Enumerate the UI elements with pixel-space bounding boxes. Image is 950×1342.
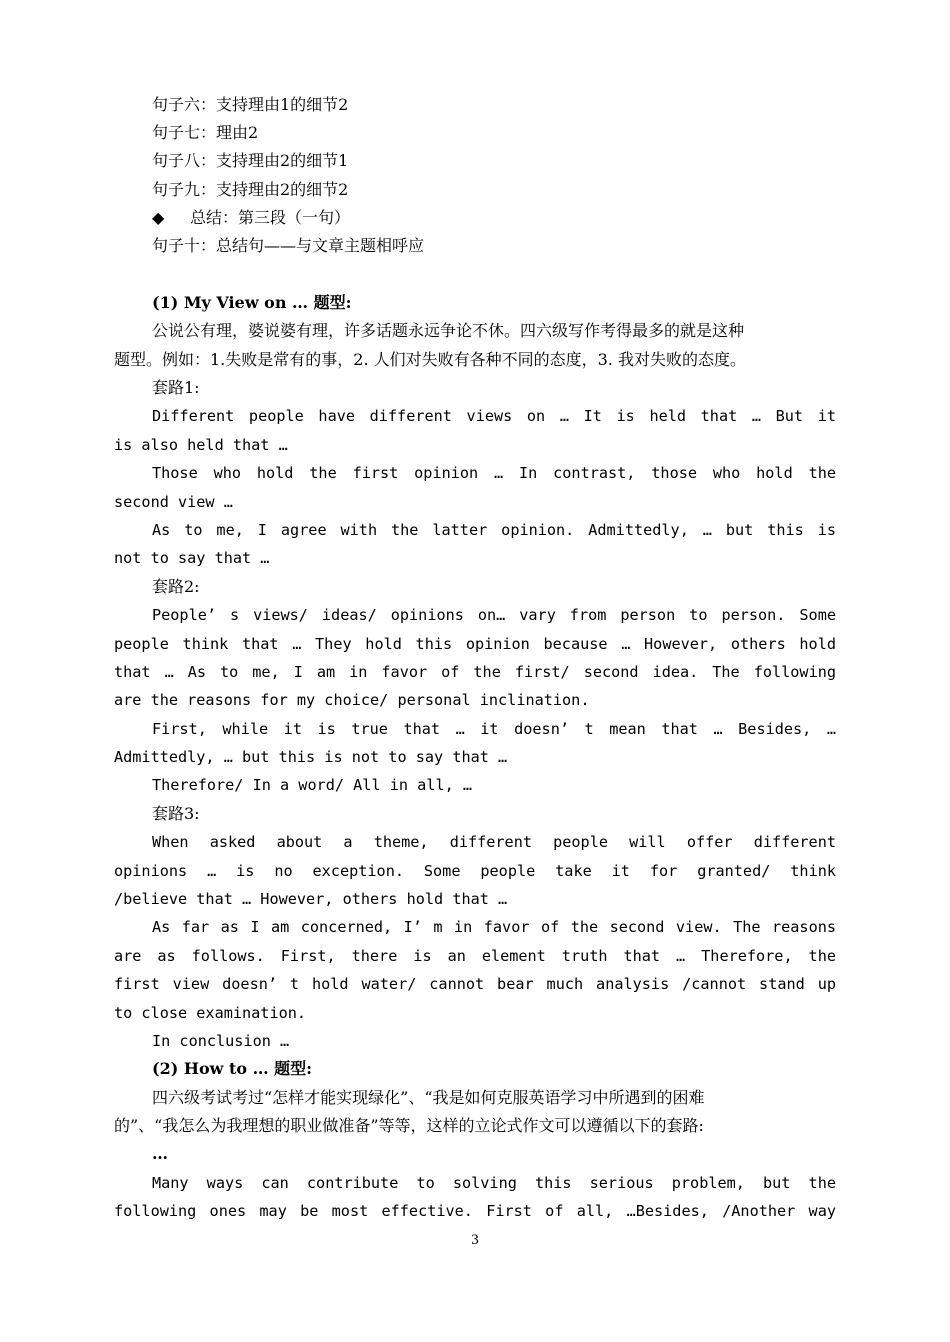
- template3-line5: are as follows. First, there is an element truth that … Therefore, the: [114, 947, 836, 965]
- section2-line2: following ones may be most effective. First of all, …Besides, /Another way: [114, 1202, 836, 1220]
- template2-line3: that … As to me, I am in favor of the first/ second idea. The following: [114, 663, 836, 681]
- section2-ellipsis: …: [152, 1144, 168, 1163]
- page-number: 3: [471, 1232, 479, 1248]
- section2-intro-line2: 的”、“我怎么为我理想的职业做准备”等等，这样的立论式作文可以遵循以下的套路:: [114, 1116, 704, 1135]
- outline-sentence-6: 句子六：支持理由1的细节2: [152, 95, 349, 114]
- template3-line2: opinions … is no exception. Some people take it for granted/ think: [114, 862, 836, 880]
- template3-line3: /believe that … However, others hold that …: [114, 890, 508, 908]
- template2-line7: Therefore/ In a word/ All in all, …: [152, 776, 473, 794]
- section1-intro-line1: 公说公有理，婆说婆有理，许多话题永远争论不休。四六级写作考得最多的就是这种: [152, 321, 745, 340]
- template2-line1: People’ s views/ ideas/ opinions on… vary from person to person. Some: [152, 606, 836, 624]
- outline-sentence-8: 句子八：支持理由2的细节1: [152, 151, 349, 170]
- summary-label: 总结：第三段（一句）: [190, 208, 351, 227]
- template3-line1: When asked about a theme, different people will offer different: [152, 833, 836, 851]
- section2-heading: (2) How to … 题型:: [152, 1059, 313, 1078]
- template3-line7: to close examination.: [114, 1004, 307, 1022]
- template1-label: 套路1:: [152, 378, 200, 397]
- template1-line2: is also held that …: [114, 436, 288, 454]
- section2-line1: Many ways can contribute to solving this serious problem, but the: [152, 1174, 836, 1192]
- template2-line5: First, while it is true that … it doesn’ t mean that … Besides, …: [152, 720, 836, 738]
- template2-label: 套路2:: [152, 577, 200, 596]
- template1-line5: As to me, I agree with the latter opinion. Admittedly, … but this is: [152, 521, 836, 539]
- outline-sentence-10: 句子十：总结句——与文章主题相呼应: [152, 236, 425, 255]
- outline-summary: [152, 208, 836, 228]
- template1-line6: not to say that …: [114, 549, 270, 567]
- diamond-bullet-icon: ◆: [152, 208, 165, 227]
- outline-sentence-9: 句子九：支持理由2的细节2: [152, 180, 349, 199]
- section1-heading: (1) My View on … 题型:: [152, 293, 352, 312]
- template3-line4: As far as I am concerned, I’ m in favor of the second view. The reasons: [152, 918, 836, 936]
- template1-line4: second view …: [114, 493, 233, 511]
- section2-intro-line1: 四六级考试考过“怎样才能实现绿化”、“我是如何克服英语学习中所遇到的困难: [152, 1088, 705, 1107]
- template3-label: 套路3:: [152, 804, 200, 823]
- outline-sentence-7: 句子七：理由2: [152, 123, 259, 142]
- section1-intro-line2: 题型。例如：1.失败是常有的事，2. 人们对失败有各种不同的态度，3. 我对失败的态度。: [114, 350, 746, 369]
- template3-line6: first view doesn’ t hold water/ cannot bear much analysis /cannot stand up: [114, 975, 836, 993]
- template2-line6: Admittedly, … but this is not to say that …: [114, 748, 508, 766]
- template1-line3: Those who hold the first opinion … In contrast, those who hold the: [152, 464, 836, 482]
- template2-line4: are the reasons for my choice/ personal inclination.: [114, 691, 590, 709]
- template2-line2: people think that … They hold this opinion because … However, others hold: [114, 635, 836, 653]
- template1-line1: Different people have different views on … It is held that … But it: [152, 407, 836, 425]
- template3-line8: In conclusion …: [152, 1032, 290, 1050]
